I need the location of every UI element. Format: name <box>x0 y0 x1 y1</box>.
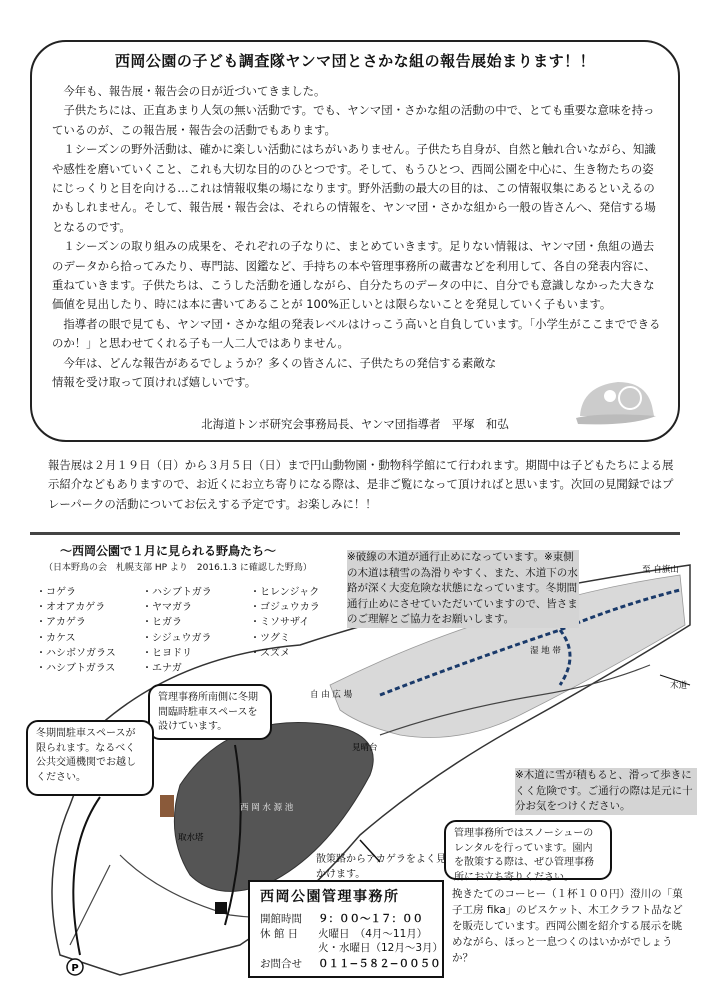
birds-column-3 <box>250 585 320 661</box>
report-paragraph: 情報を受け取って頂ければ嬉しいです。 <box>52 375 257 390</box>
bird-item: ・オオアカゲラ <box>36 602 106 614</box>
contact-label: お問合せ <box>260 958 302 970</box>
bird-item: ・ハシボソガラス <box>36 647 116 659</box>
map-label-tower: 取水塔 <box>178 833 204 843</box>
map-label-wetland: 湿 地 帯 <box>530 646 561 656</box>
report-paragraph: １シーズンの取り組みの成果を、それぞれの子なりに、まとめていきます。足りない情報は、ヤンマ団・魚組の過去のデータから拾ってみたり、専門誌、図鑑など、手持ちの本や管理事務所の蔵書などを利用して、各自の発表内容に、重ねていきます。子供たちは、こうした活動を通しながら、自分たちのデータの中に、自分でも意識しなかった大きな価値を見出したり、時には本に書いてあることが 100%正しいとは限らないことを発見していく子もいます。 <box>52 239 656 312</box>
report-title: 西岡公園の子ども調査隊ヤンマ団とさかな組の報告展始まります！！ <box>114 52 596 70</box>
bird-item: ・ハシブトガラス <box>36 663 116 675</box>
exhibition-info: 報告展は２月１９日（日）から３月５日（日）まで円山動物園・動物科学館にて行われます。期間中は子どもたちによる展示紹介などもありますので、お近くにお立ち寄りになる際は、是非ご覧になって頂ければと思います。次回の見聞録ではプレーパークの活動についてお伝えする予定です。お楽しみに！！ <box>48 458 674 511</box>
report-paragraph: 子供たちには、正直あまり人気の無い活動です。でも、ヤンマ団・さかな組の活動の中で、とても重要な意味を持っているのが、この報告展・報告会の活動でもあります。 <box>52 103 655 137</box>
map-label-pond: 西 岡 水 源 池 <box>240 803 294 813</box>
parking-label: P <box>71 963 79 974</box>
open-hours-label: 開館時間 <box>260 913 302 925</box>
office-name: 西岡公園管理事務所 <box>260 889 400 905</box>
bird-item: ・コゲラ <box>36 587 76 598</box>
report-paragraph: 今年も、報告展・報告会の日が近づいてきました。 <box>63 84 326 98</box>
bird-item: ・ヒガラ <box>142 617 182 629</box>
bird-item: ・エナガ <box>142 663 182 675</box>
snow-caution-note: ※木道に雪が積もると、滑って歩きにくく危険です。ご通行の際は足元に十分お気をつけください。 <box>515 768 697 815</box>
closed-days-label: 休 館 日 <box>260 928 299 940</box>
contact-phone: ０１１−５８２−００５０ <box>318 958 441 970</box>
report-paragraph: １シーズンの野外活動は、確かに楽しい活動にはちがいありません。子供たち自身が、自然と触れ合いながら、知識や感性を磨いていくこと、これも大切な目的のひとつです。そして、もうひとつ、西岡公園を中心に、生き物たちの姿にじっくりと目を向ける…これは情報収集の場になります。野外活動の最大の目的は、この情報収集にあるといえるのかもしれません。そして、報告展・報告会は、それらの情報を、ヤンマ団・さかな組から一般の皆さんへ、発信する場となるのです。 <box>52 142 656 234</box>
closed-days-value: 火曜日 （4月〜11月） <box>318 928 428 940</box>
bird-item: ・シジュウガラ <box>142 632 212 644</box>
map-label-jiyu: 自 由 広 場 <box>310 690 353 700</box>
bird-item: ・ハシブトガラ <box>142 587 212 598</box>
water-tower-icon <box>160 795 174 817</box>
snowshoe-rental-callout: 管理事務所ではスノーシューのレンタルを行っています。園内を散策する際は、ぜひ管理事務所にお立ち寄りください。 <box>444 820 612 880</box>
closed-days-value: 火・水曜日（12月〜3月） <box>318 942 444 954</box>
report-paragraph: 指導者の眼で見ても、ヤンマ団・さかな組の発表レベルはけっこう高いと自負しています。「小学生がここまでできるのか！」と思わせてくれる子も一人二人ではありません。 <box>52 316 661 351</box>
temporary-parking-callout: 管理事務所南側に冬期間臨時駐車スペースを設けています。 <box>148 684 272 740</box>
bird-item: ・ヒヨドリ <box>142 647 192 659</box>
map-label-kido: 木道 <box>670 681 688 691</box>
cafe-info: 挽きたてのコーヒー（１杯１００円）澄川の「菓子工房 fika」のビスケット、木工クラフト品などを販売しています。西岡公園を紹介する展示を眺めながら、ほっと一息つくのはいかがでしょうか？ <box>452 888 683 964</box>
birds-title: 〜西岡公園で１月に見られる野鳥たち〜 <box>60 544 277 558</box>
bird-item: ・スズメ <box>250 647 290 659</box>
bird-item: ・ヒレンジャク <box>250 587 320 598</box>
bird-item: ・アカゲラ <box>36 617 86 629</box>
signature: 北海道トンボ研究会事務局長、ヤンマ団指導者 平塚 和弘 <box>201 417 509 431</box>
birds-column-2 <box>142 585 212 676</box>
office-marker-icon <box>215 902 227 914</box>
office-info-box <box>248 880 444 978</box>
bird-item: ・ヤマガラ <box>142 602 192 614</box>
bird-item: ・ゴジュウカラ <box>250 602 320 614</box>
boardwalk-closure-note: ※破線の木道が通行止めになっています。※東側の木道は積雪の為滑りやすく、また、木道下の水路が深く大変危険な状態になっています。冬期間通行止めにさせていただいていますので、皆さまのご理解とご協力をお願いします。 <box>347 550 579 628</box>
winter-parking-callout: 冬期間駐車スペースが限られます。なるべく公共交通機関でお越しください。 <box>26 720 154 796</box>
map-label-hiroba: 至 自旗山 <box>642 565 679 575</box>
report-paragraph: 今年は、どんな報告があるでしょうか？多くの皆さんに、子供たちの発信する素敵な <box>63 355 497 370</box>
bird-item: ・カケス <box>36 632 76 644</box>
open-hours-value: ９：００〜１７：００ <box>318 913 423 925</box>
birds-source: （日本野鳥の会 札幌支部 HP より 2016.1.3 に確認した野鳥） <box>44 563 312 573</box>
bird-item: ・ツグミ <box>250 632 290 644</box>
map-label-miharashi: 見晴台 <box>352 743 378 753</box>
report-box <box>30 40 680 442</box>
bird-item: ・ミソサザイ <box>250 617 310 629</box>
akagera-note: 散策路からアカゲラをよく見かけます。 <box>316 854 446 880</box>
birds-column-1 <box>36 585 116 676</box>
report-body <box>52 82 664 393</box>
